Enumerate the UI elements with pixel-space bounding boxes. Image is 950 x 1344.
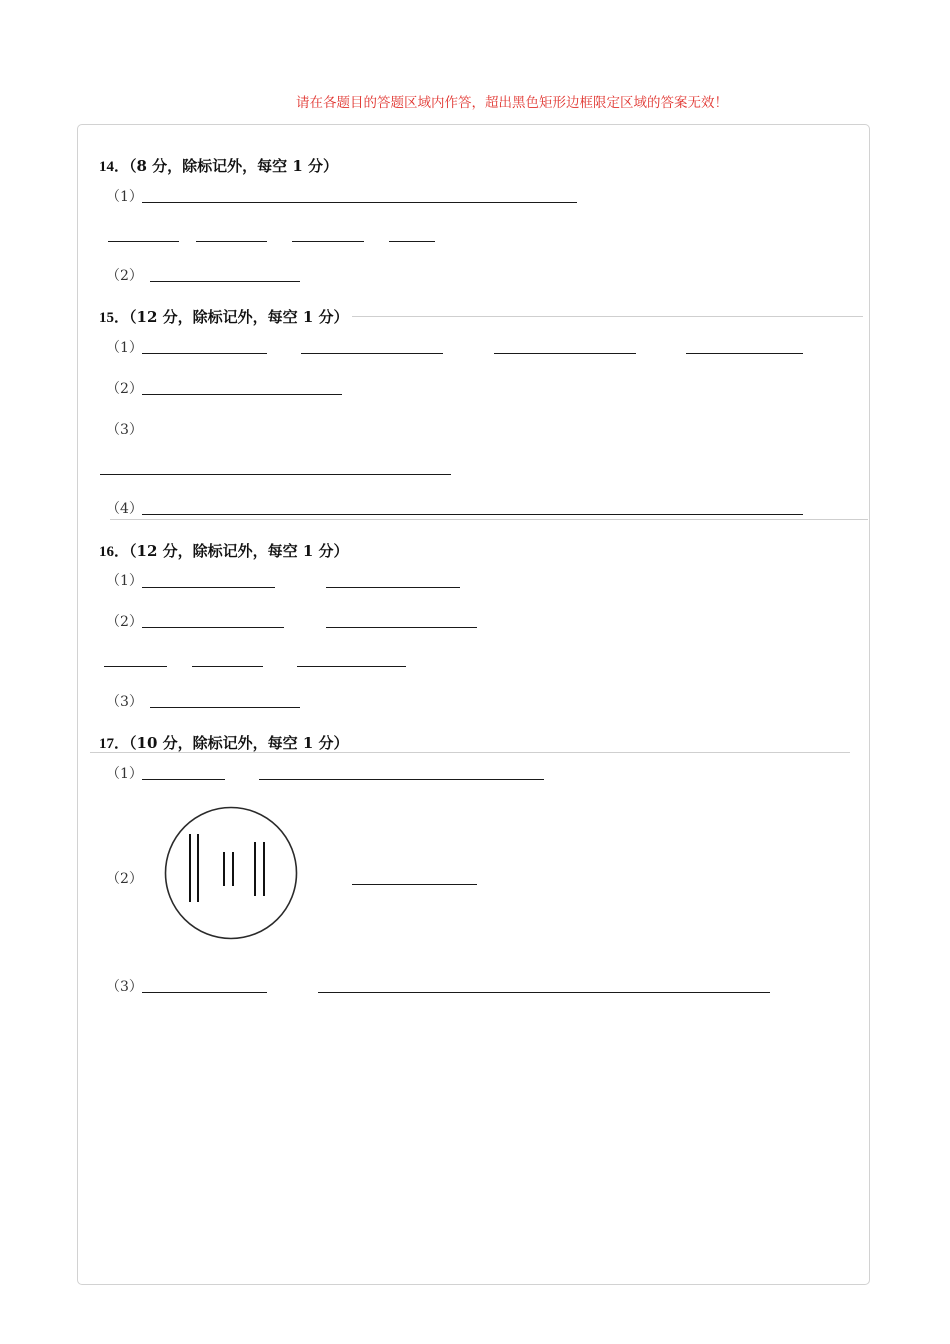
q14-part-2-label: （2）: [106, 268, 143, 284]
question-17-header: [99, 732, 349, 753]
q14-part-2-answer-line[interactable]: [150, 281, 300, 282]
answer-frame: [77, 124, 870, 1285]
circle-with-paired-lines-diagram: [160, 802, 302, 944]
q17-part-3-blank-b[interactable]: [318, 992, 770, 993]
q14-part-1-answer-line[interactable]: [142, 202, 577, 203]
question-15-points: （12 分，除标记外，每空 1 分）: [129, 308, 349, 326]
question-16-points: （12 分，除标记外，每空 1 分）: [129, 542, 349, 560]
section-divider: [110, 519, 868, 520]
q14-blank-a[interactable]: [108, 241, 179, 242]
question-16-number: 16．: [99, 544, 130, 560]
q14-blank-d[interactable]: [389, 241, 435, 242]
q15-part-1-label: （1）: [106, 340, 143, 356]
q15-part-3-label: （3）: [106, 422, 143, 438]
diagram-circle: [166, 808, 297, 939]
q17-part-1-blank-a[interactable]: [142, 779, 225, 780]
q15-part-1-blank-d[interactable]: [686, 353, 803, 354]
q16-part-2-blank-a[interactable]: [142, 627, 284, 628]
question-16-header: [99, 540, 349, 561]
q16-part-2-blank-b[interactable]: [326, 627, 477, 628]
question-14-header: [99, 155, 338, 176]
q17-part-1-blank-b[interactable]: [259, 779, 544, 780]
q14-blank-b[interactable]: [196, 241, 267, 242]
question-14-points: （8 分，除标记外，每空 1 分）: [129, 157, 339, 175]
answer-area-notice: 请在各题目的答题区域内作答，超出黑色矩形边框限定区域的答案无效！: [296, 95, 728, 111]
q16-blank-c[interactable]: [104, 666, 167, 667]
q14-part-1-label: （1）: [106, 189, 143, 205]
q16-part-3-label: （3）: [106, 694, 143, 710]
question-17-number: 17．: [99, 736, 130, 752]
q16-part-1-label: （1）: [106, 573, 143, 589]
q15-part-1-blank-b[interactable]: [301, 353, 443, 354]
q17-part-3-blank-a[interactable]: [142, 992, 267, 993]
q15-part-4-label: （4）: [106, 501, 143, 517]
q17-part-2-label: （2）: [106, 871, 143, 887]
q17-part-1-label: （1）: [106, 766, 143, 782]
q15-part-2-label: （2）: [106, 381, 143, 397]
q15-part-3-answer-line[interactable]: [100, 474, 451, 475]
q16-part-3-answer-line[interactable]: [150, 707, 300, 708]
q16-part-2-label: （2）: [106, 614, 143, 630]
q17-part-3-label: （3）: [106, 979, 143, 995]
q16-part-1-blank-b[interactable]: [326, 587, 460, 588]
q15-part-1-blank-a[interactable]: [142, 353, 267, 354]
question-17-points: （10 分，除标记外，每空 1 分）: [129, 734, 349, 752]
q16-blank-d[interactable]: [192, 666, 263, 667]
q15-part-2-answer-line[interactable]: [142, 394, 342, 395]
section-divider: [90, 752, 850, 753]
section-divider: [352, 316, 863, 317]
question-14-number: 14．: [99, 159, 130, 175]
q15-part-1-blank-c[interactable]: [494, 353, 636, 354]
q14-blank-c[interactable]: [292, 241, 364, 242]
question-15-number: 15．: [99, 310, 130, 326]
q16-blank-e[interactable]: [297, 666, 406, 667]
question-15-header: [99, 306, 349, 327]
q15-part-4-answer-line[interactable]: [142, 514, 803, 515]
q17-part-2-answer-line[interactable]: [352, 884, 477, 885]
q16-part-1-blank-a[interactable]: [142, 587, 275, 588]
